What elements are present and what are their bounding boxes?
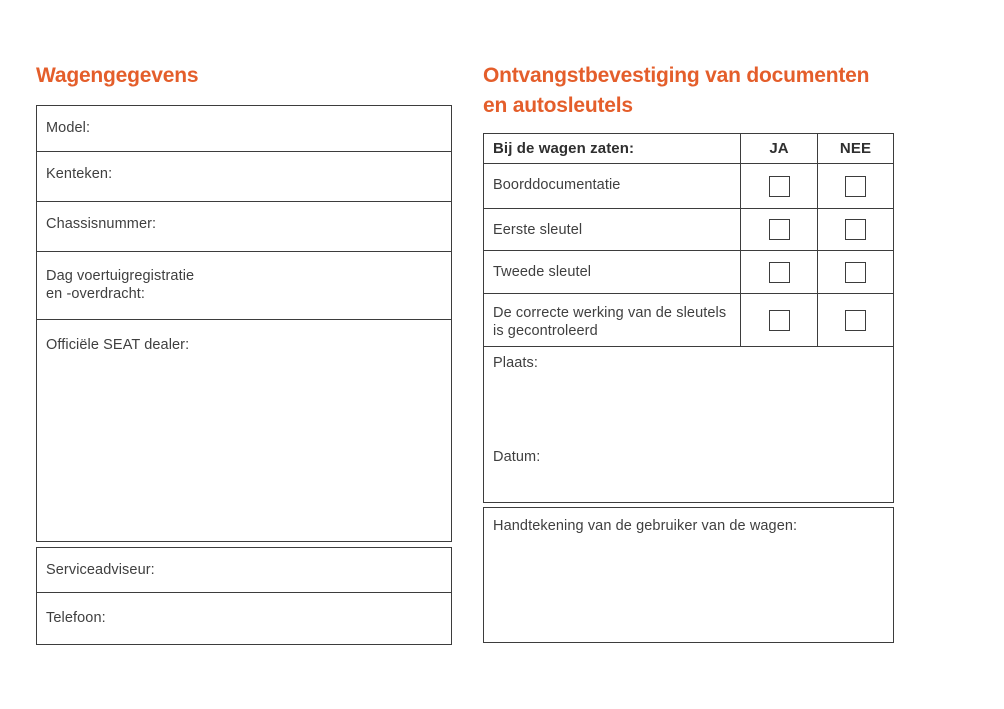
sleutelwerking-label-line1: De correcte werking van de sleutels [493, 305, 727, 321]
place-date-box [483, 346, 894, 503]
field-row-serviceadviseur [37, 548, 451, 593]
chassisnummer-label: Chassisnummer: [46, 215, 157, 232]
field-row-model [37, 106, 451, 152]
checkbox-eerste-sleutel-nee[interactable] [845, 219, 866, 240]
serviceadviseur-label: Serviceadviseur: [46, 562, 155, 578]
checklist-item-sleutelwerking [484, 293, 740, 346]
receipt-title-line2: en autosleutels [483, 94, 633, 117]
vehicle-data-title: Wagengegevens [36, 64, 199, 87]
kenteken-label: Kenteken: [46, 165, 113, 182]
checkbox-boorddocumentatie-ja[interactable] [769, 176, 790, 197]
field-row-registratie [37, 252, 451, 320]
checkbox-sleutelwerking-ja[interactable] [769, 310, 790, 331]
sleutelwerking-label-line2: is gecontroleerd [493, 323, 598, 339]
field-row-telefoon [37, 593, 451, 644]
checklist-item-eerste-sleutel: Eerste sleutel [484, 208, 740, 250]
checklist-cell [817, 163, 893, 208]
handtekening-label: Handtekening van de gebruiker van de wagen: [493, 518, 798, 534]
checklist-item-boorddocumentatie: Boorddocumentatie [484, 163, 740, 208]
checklist-cell [817, 250, 893, 293]
checklist-header-nee: NEE [817, 134, 893, 163]
checklist-cell [740, 293, 817, 346]
receipt-title-line1: Ontvangstbevestiging van documenten [483, 64, 870, 87]
checklist-cell [740, 208, 817, 250]
checkbox-tweede-sleutel-ja[interactable] [769, 262, 790, 283]
service-contact-table [36, 547, 452, 645]
signature-box [483, 507, 894, 643]
checkbox-tweede-sleutel-nee[interactable] [845, 262, 866, 283]
plaats-label: Plaats: [493, 355, 539, 371]
receipt-confirmation-title [483, 61, 923, 121]
dealer-label: Officiële SEAT dealer: [46, 336, 190, 353]
field-row-chassisnummer [37, 202, 451, 252]
field-row-dealer [37, 320, 451, 542]
checkbox-eerste-sleutel-ja[interactable] [769, 219, 790, 240]
telefoon-label: Telefoon: [46, 610, 106, 626]
registratie-label-line2: en -overdracht: [46, 286, 146, 302]
registratie-label-line1: Dag voertuigregistratie [46, 267, 195, 284]
checkbox-sleutelwerking-nee[interactable] [845, 310, 866, 331]
checklist-cell [740, 250, 817, 293]
vehicle-data-table [36, 105, 452, 542]
checklist-cell [817, 208, 893, 250]
checklist-cell [740, 163, 817, 208]
datum-label: Datum: [493, 449, 541, 465]
checkbox-boorddocumentatie-nee[interactable] [845, 176, 866, 197]
checklist-header-ja: JA [740, 134, 817, 163]
checklist-item-tweede-sleutel: Tweede sleutel [484, 250, 740, 293]
checklist-cell [817, 293, 893, 346]
checklist-header-label: Bij de wagen zaten: [493, 140, 635, 157]
field-row-kenteken [37, 152, 451, 202]
model-label: Model: [46, 120, 91, 136]
document-checklist-table [483, 133, 894, 346]
